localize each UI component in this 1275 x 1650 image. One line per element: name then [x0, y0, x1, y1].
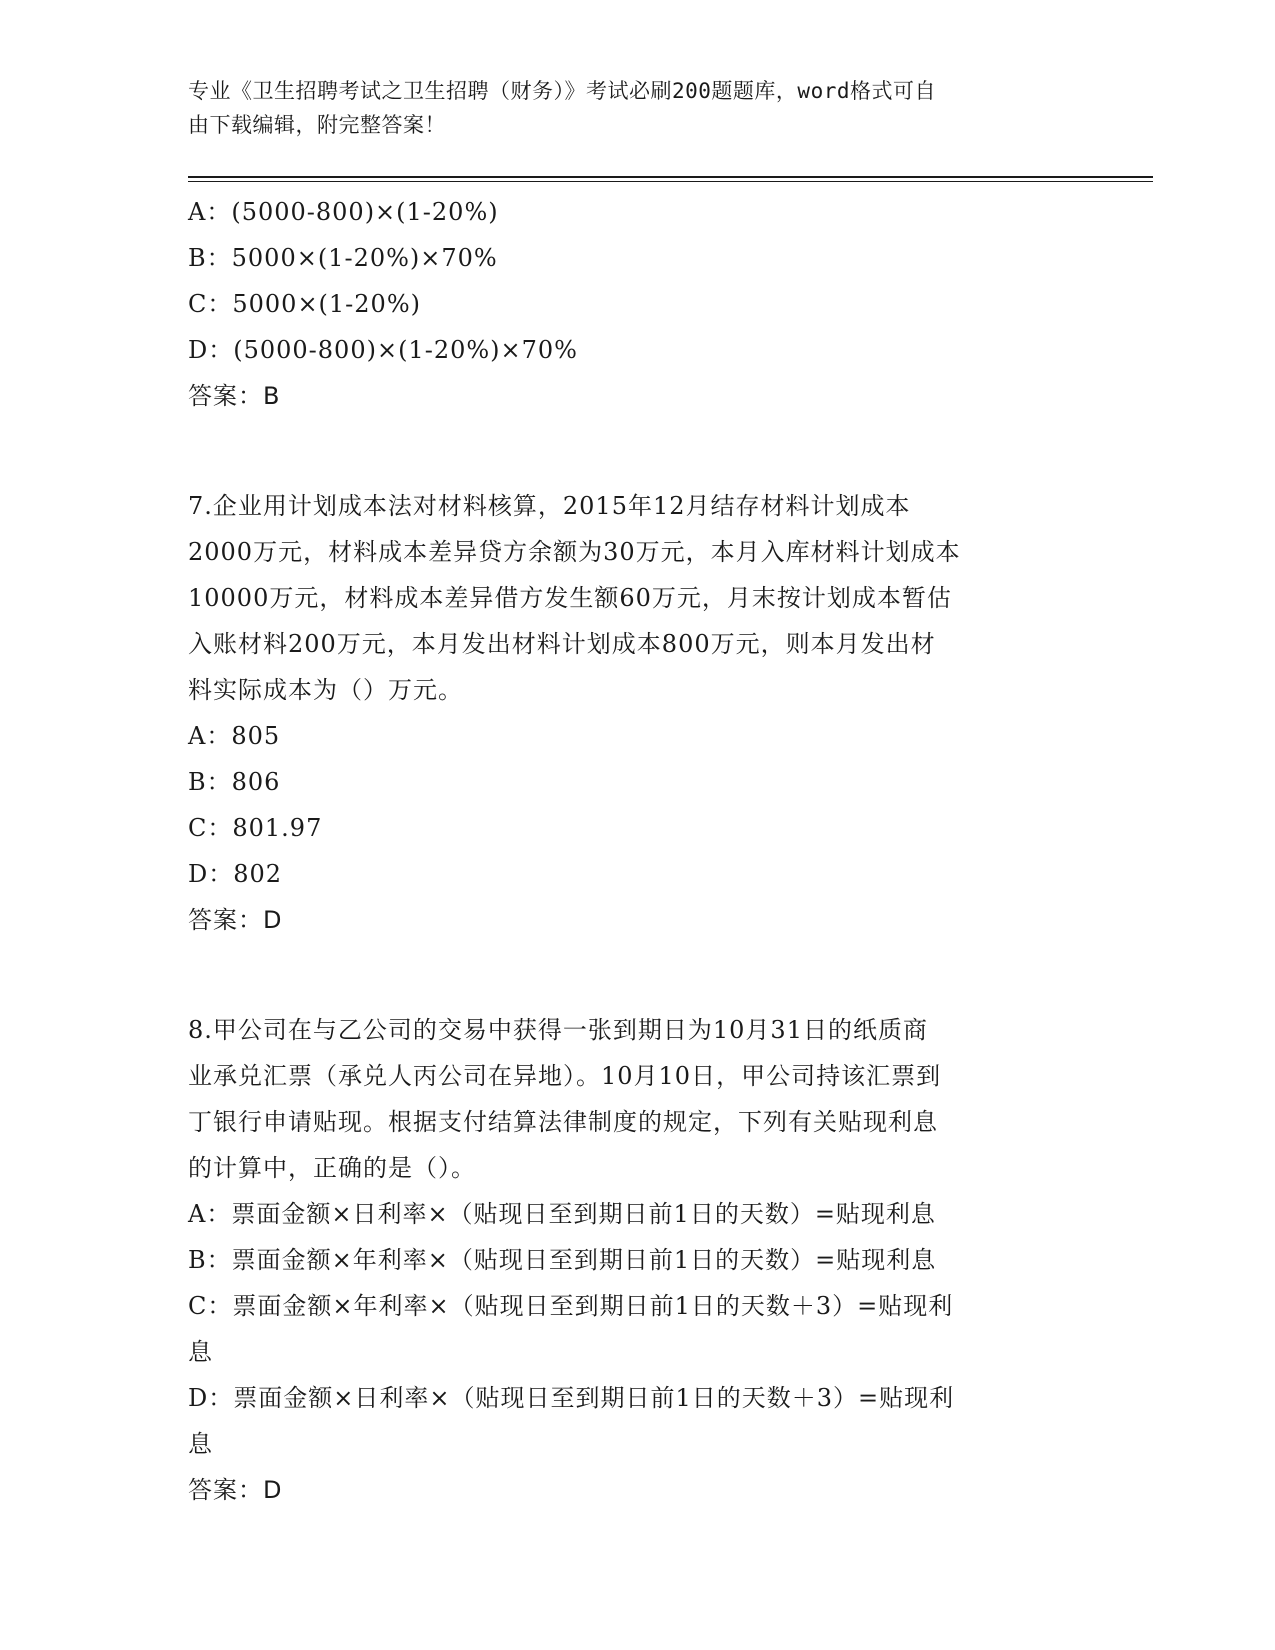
question-6	[188, 189, 1088, 419]
option-a: A：票面金额×日利率×（贴现日至到期日前1日的天数）=贴现利息	[188, 1200, 936, 1228]
option-d: D：(5000-800)×(1-20%)×70%	[188, 336, 578, 364]
header-divider-thick	[188, 176, 1153, 178]
question-list	[188, 189, 1088, 1513]
option-b: B：票面金额×年利率×（贴现日至到期日前1日的天数）=贴现利息	[188, 1246, 937, 1274]
option-d: D：802	[188, 860, 283, 888]
option-c: C：5000×(1-20%)	[188, 290, 421, 318]
question-8	[188, 1007, 1088, 1513]
option-a: A：805	[188, 722, 281, 750]
question-stem-line: 7.企业用计划成本法对材料核算，2015年12月结存材料计划成本	[188, 492, 911, 520]
answer-line: 答案：D	[188, 906, 283, 934]
answer-line: 答案：B	[188, 382, 281, 410]
question-stem-line: 料实际成本为（）万元。	[188, 676, 463, 704]
question-stem-line: 业承兑汇票（承兑人丙公司在异地）。10月10日，甲公司持该汇票到	[188, 1062, 942, 1090]
header-divider-thin	[188, 181, 1153, 182]
question-stem-line: 入账材料200万元，本月发出材料计划成本800万元，则本月发出材	[188, 630, 936, 658]
option-a: A：(5000-800)×(1-20%)	[188, 198, 499, 226]
question-stem-line: 10000万元，材料成本差异借方发生额60万元，月末按计划成本暂估	[188, 584, 952, 612]
answer-line: 答案：D	[188, 1476, 283, 1504]
option-c-continued: 息	[188, 1338, 213, 1366]
option-b: B：806	[188, 768, 281, 796]
question-stem-line: 2000万元，材料成本差异贷方余额为30万元，本月入库材料计划成本	[188, 538, 961, 566]
question-stem-line: 8.甲公司在与乙公司的交易中获得一张到期日为10月31日的纸质商	[188, 1016, 928, 1044]
option-b: B：5000×(1-20%)×70%	[188, 244, 498, 272]
option-c: C：票面金额×年利率×（贴现日至到期日前1日的天数＋3）=贴现利	[188, 1292, 954, 1320]
option-d-continued: 息	[188, 1430, 213, 1458]
document-header	[188, 74, 1068, 142]
option-d: D：票面金额×日利率×（贴现日至到期日前1日的天数＋3）=贴现利	[188, 1384, 955, 1412]
header-line-2: 由下载编辑，附完整答案！	[188, 113, 446, 137]
question-stem-line: 的计算中，正确的是（）。	[188, 1154, 476, 1182]
question-stem-line: 丁银行申请贴现。根据支付结算法律制度的规定，下列有关贴现利息	[188, 1108, 938, 1136]
header-line-1: 专业《卫生招聘考试之卫生招聘（财务）》考试必刷200题题库，word格式可自	[188, 79, 936, 103]
option-c: C：801.97	[188, 814, 323, 842]
question-7	[188, 483, 1088, 943]
